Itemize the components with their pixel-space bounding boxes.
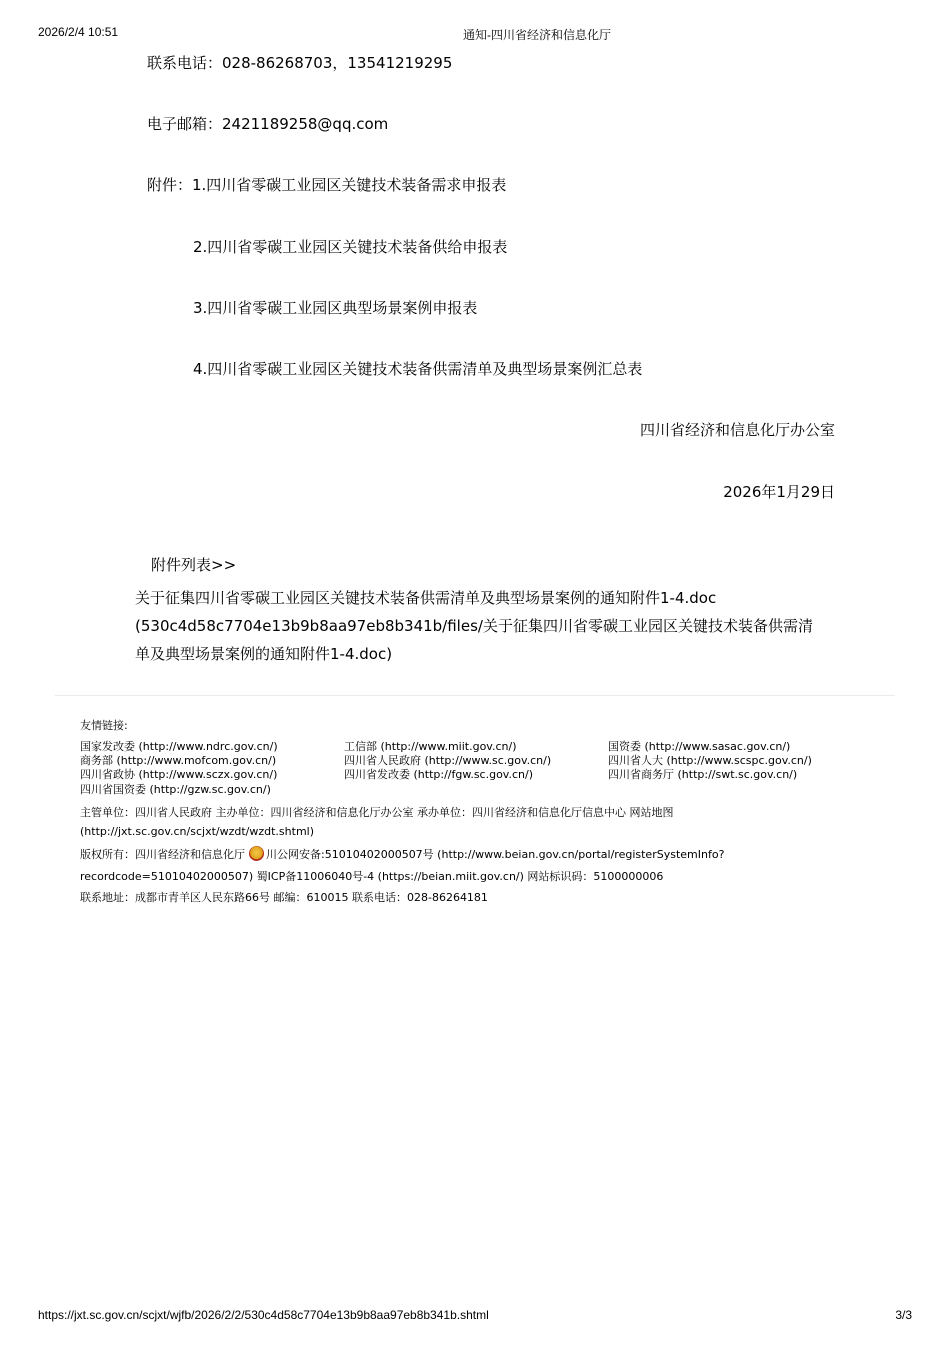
signature-org: 四川省经济和信息化厅办公室 bbox=[639, 421, 835, 439]
print-url: https://jxt.sc.gov.cn/scjxt/wjfb/2026/2/2/530c4d58c7704e13b9b8aa97eb8b341b.shtml bbox=[38, 1308, 489, 1322]
friend-link-scspc[interactable]: 四川省人大 (http://www.scspc.gov.cn/) bbox=[608, 754, 812, 767]
print-page-number: 3/3 bbox=[895, 1308, 912, 1322]
friend-link-swt[interactable]: 四川省商务厅 (http://swt.sc.gov.cn/) bbox=[608, 768, 798, 781]
print-doc-title: 通知-四川省经济和信息化厅 bbox=[463, 28, 611, 42]
friend-link-sc-gov[interactable]: 四川省人民政府 (http://www.sc.gov.cn/) bbox=[344, 754, 552, 767]
footer-organizers: 主管单位：四川省人民政府 主办单位：四川省经济和信息化厅办公室 承办单位：四川省经济和信息化厅信息中心 网站地图 bbox=[80, 806, 674, 819]
friend-link-fgw[interactable]: 四川省发改委 (http://fgw.sc.gov.cn/) bbox=[344, 768, 533, 781]
footer-copyright-line bbox=[80, 846, 724, 862]
attachment-item-1: 附件：1.四川省零碳工业园区关键技术装备需求申报表 bbox=[147, 176, 507, 194]
attachment-item-2: 2.四川省零碳工业园区关键技术装备供给申报表 bbox=[193, 238, 508, 256]
copyright-text: 版权所有：四川省经济和信息化厅 bbox=[80, 848, 245, 861]
contact-email: 电子邮箱：2421189258@qq.com bbox=[147, 115, 389, 133]
attachment-item-3: 3.四川省零碳工业园区典型场景案例申报表 bbox=[193, 299, 478, 317]
friend-link-gzw[interactable]: 四川省国资委 (http://gzw.sc.gov.cn/) bbox=[80, 783, 271, 796]
attachment-item-4: 4.四川省零碳工业园区关键技术装备供需清单及典型场景案例汇总表 bbox=[193, 360, 643, 378]
public-security-record-link[interactable]: 川公网安备:51010402000507号 (http://www.beian.gov.cn/portal/registerSystemInfo? bbox=[266, 848, 725, 861]
attachment-list-heading: 附件列表>> bbox=[151, 556, 237, 574]
icp-record-line[interactable]: recordcode=51010402000507) 蜀ICP备11006040号-4 (https://beian.miit.gov.cn/) 网站标识码：5100000006 bbox=[80, 870, 664, 883]
friend-links-label: 友情链接: bbox=[80, 719, 128, 732]
friend-link-sczx[interactable]: 四川省政协 (http://www.sczx.gov.cn/) bbox=[80, 768, 278, 781]
signature-date: 2026年1月29日 bbox=[723, 483, 835, 501]
print-datetime: 2026/2/4 10:51 bbox=[38, 25, 119, 39]
friend-link-mofcom[interactable]: 商务部 (http://www.mofcom.gov.cn/) bbox=[80, 754, 277, 767]
attachment-download-link[interactable]: 关于征集四川省零碳工业园区关键技术装备供需清单及典型场景案例的通知附件1-4.doc (530c4d58c7704e13b9b8aa97eb8b341b/files/关于征集四川省零碳工业园区关键技术装备供需清单及典型场景案例的通知附件1-4.doc) bbox=[135, 589, 813, 663]
footer-divider bbox=[55, 695, 895, 696]
friend-link-ndrc[interactable]: 国家发改委 (http://www.ndrc.gov.cn/) bbox=[80, 740, 278, 753]
sitemap-link[interactable]: (http://jxt.sc.gov.cn/scjxt/wzdt/wzdt.shtml) bbox=[80, 825, 315, 838]
friend-link-miit[interactable]: 工信部 (http://www.miit.gov.cn/) bbox=[344, 740, 517, 753]
police-badge-icon bbox=[249, 846, 264, 861]
footer-address: 联系地址：成都市青羊区人民东路66号 邮编：610015 联系电话：028-86264181 bbox=[80, 891, 488, 904]
friend-link-sasac[interactable]: 国资委 (http://www.sasac.gov.cn/) bbox=[608, 740, 791, 753]
contact-phone: 联系电话：028-86268703，13541219295 bbox=[147, 54, 453, 72]
